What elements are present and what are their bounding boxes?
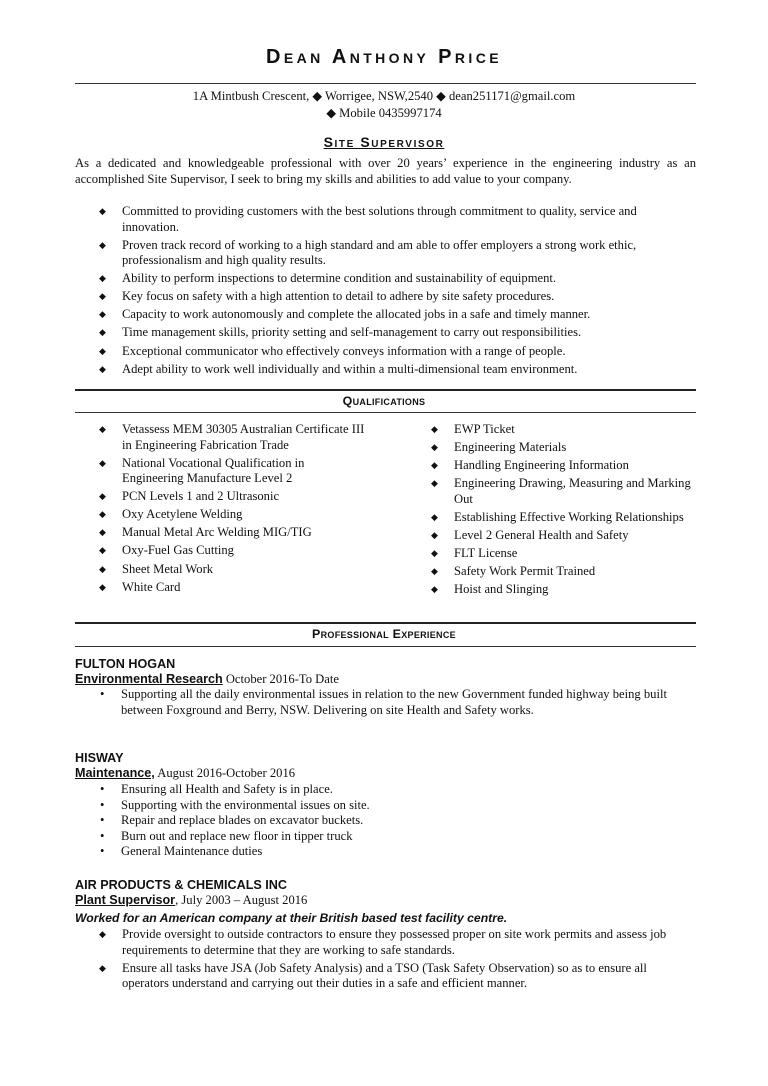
list-item: ◆ Oxy Acetylene Welding <box>99 507 243 522</box>
list-item: ◆ Time management skills, priority setting and self-management to carry out responsibilities. <box>99 325 582 340</box>
diamond-icon: ◆ <box>99 962 106 973</box>
job-duties <box>75 687 675 718</box>
list-item: ◆ White Card <box>99 579 181 594</box>
list-item: ◆ Adept ability to work well individually and within a multi-dimensional team environment. <box>99 361 578 376</box>
bullet-icon: • <box>100 844 105 858</box>
list-item: ◆ Proven track record of working to a high standard and am able to offer employers a strong work ethic, professionalism and high quality results. <box>99 237 637 268</box>
job-title: Plant Supervisor <box>75 893 176 907</box>
job-title: Maintenance, <box>75 766 155 780</box>
diamond-icon: ◆ <box>431 566 438 577</box>
list-item: ◆ Vetassess MEM 30305 Australian Certificate III in Engineering Fabrication Trade <box>99 422 365 452</box>
list-item: ◆ Committed to providing customers with the best solutions through commitment to quality, service and innovation. <box>99 204 637 234</box>
job-role-line <box>75 766 295 781</box>
qualifications-title: Qualifications <box>342 394 426 408</box>
list-item: • Supporting with the environmental issues on site. <box>100 797 370 812</box>
contact-mobile: ◆ Mobile 0435997174 <box>326 106 442 120</box>
list-item: ◆ Sheet Metal Work <box>99 561 214 576</box>
list-item: • Repair and replace blades on excavator buckets. <box>100 813 364 827</box>
job-dates: August 2016-October 2016 <box>154 766 296 780</box>
experience-title: Professional Experience <box>312 627 456 641</box>
list-item: ◆ Exceptional communicator who effectively conveys information with a range of people. <box>99 343 566 358</box>
list-item: ◆ FLT License <box>431 546 518 561</box>
list-item: ◆ Engineering Materials <box>431 440 567 455</box>
contact-address-email: 1A Mintbush Crescent, ◆ Worrigee, NSW,2540 ◆ dean251171@gmail.com <box>192 89 576 103</box>
list-item: ◆ Engineering Drawing, Measuring and Marking Out <box>431 476 691 506</box>
list-item: ◆ Level 2 General Health and Safety <box>431 527 629 542</box>
list-item: ◆ National Vocational Qualification in Engineering Manufacture Level 2 <box>99 455 305 486</box>
list-item: ◆ PCN Levels 1 and 2 Ultrasonic <box>99 489 280 504</box>
qualifications-right-list <box>431 422 696 600</box>
bullet-icon: • <box>100 813 105 827</box>
diamond-icon: ◆ <box>431 460 438 471</box>
list-item: • Supporting all the daily environmental issues in relation to the new Government funded highway being built between Foxground and Berry, NSW. Delivering on site Health and Safety works. <box>100 687 667 717</box>
header-divider <box>75 83 696 84</box>
diamond-icon: ◆ <box>99 345 106 356</box>
job-role-line <box>75 672 339 687</box>
qualifications-bottom-divider <box>75 412 696 413</box>
list-item: ◆ Capacity to work autonomously and complete the allocated jobs in a safe and timely manner. <box>99 307 591 322</box>
qualifications-left-list <box>99 422 369 598</box>
job-role-line <box>75 893 307 908</box>
job-intro: Worked for an American company at their British based test facility centre. <box>75 911 508 925</box>
diamond-icon: ◆ <box>99 929 106 939</box>
profile-summary: As a dedicated and knowledgeable professional with over 20 years’ experience in the engineering industry as an accomplished Site Supervisor, I seek to bring my skills and abilities to add value to your company. <box>75 156 696 186</box>
list-item: ◆ Establishing Effective Working Relationships <box>431 509 684 524</box>
profile-title: Site Supervisor <box>323 134 445 150</box>
diamond-icon: ◆ <box>99 491 106 502</box>
list-item: • Burn out and replace new floor in tipper truck <box>100 828 353 843</box>
diamond-icon: ◆ <box>99 239 106 250</box>
job-company: HISWAY <box>75 751 124 765</box>
diamond-icon: ◆ <box>99 363 106 374</box>
list-item: ◆ Hoist and Slinging <box>431 582 549 597</box>
list-item: ◆ Oxy-Fuel Gas Cutting <box>99 543 234 558</box>
diamond-icon: ◆ <box>99 527 106 538</box>
diamond-icon: ◆ <box>99 273 106 284</box>
diamond-icon: ◆ <box>431 529 438 540</box>
job-duties <box>75 782 675 860</box>
job-dates: , July 2003 – August 2016 <box>175 893 308 907</box>
diamond-icon: ◆ <box>99 457 106 468</box>
diamond-icon: ◆ <box>99 545 106 556</box>
diamond-icon: ◆ <box>431 478 438 489</box>
list-item: • General Maintenance duties <box>100 844 263 858</box>
diamond-icon: ◆ <box>431 424 438 434</box>
list-item: ◆ Ability to perform inspections to determine condition and sustainability of equipment. <box>99 271 557 286</box>
list-item: • Ensuring all Health and Safety is in place. <box>100 782 333 796</box>
qualifications-top-divider <box>75 389 696 391</box>
diamond-icon: ◆ <box>431 548 438 559</box>
job-duties <box>99 927 696 994</box>
diamond-icon: ◆ <box>99 309 106 320</box>
job-dates: October 2016-To Date <box>222 672 339 686</box>
profile-points <box>99 204 696 380</box>
diamond-icon: ◆ <box>99 581 106 592</box>
diamond-icon: ◆ <box>99 424 106 434</box>
bullet-icon: • <box>100 828 105 843</box>
list-item: ◆ Safety Work Permit Trained <box>431 564 596 579</box>
diamond-icon: ◆ <box>431 511 438 522</box>
bullet-icon: • <box>100 797 105 812</box>
bullet-icon: • <box>100 687 105 701</box>
job-company: AIR PRODUCTS & CHEMICALS INC <box>75 878 287 892</box>
diamond-icon: ◆ <box>99 509 106 520</box>
list-item: ◆ Manual Metal Arc Welding MIG/TIG <box>99 525 312 540</box>
list-item: ◆ EWP Ticket <box>431 422 515 436</box>
bullet-icon: • <box>100 782 105 796</box>
list-item: ◆ Handling Engineering Information <box>431 458 629 473</box>
diamond-icon: ◆ <box>431 584 438 595</box>
job-company: FULTON HOGAN <box>75 657 176 671</box>
list-item: ◆ Key focus on safety with a high attention to detail to adhere by site safety procedures. <box>99 289 555 304</box>
experience-top-divider <box>75 622 696 624</box>
candidate-name: Dean Anthony Price <box>266 46 502 68</box>
experience-bottom-divider <box>75 646 696 647</box>
diamond-icon: ◆ <box>431 442 438 453</box>
diamond-icon: ◆ <box>99 327 106 338</box>
diamond-icon: ◆ <box>99 291 106 302</box>
diamond-icon: ◆ <box>99 206 106 216</box>
list-item: ◆ Ensure all tasks have JSA (Job Safety Analysis) and a TSO (Task Safety Observation) so as to ensure all operators understand and carrying out their duties in a safe and efficient manner. <box>99 960 647 991</box>
diamond-icon: ◆ <box>99 563 106 574</box>
list-item: ◆ Provide oversight to outside contractors to ensure they possessed proper on site work permits and assess job requirements to determine that they are working to safe standards. <box>99 927 667 957</box>
job-title: Environmental Research <box>75 672 223 686</box>
